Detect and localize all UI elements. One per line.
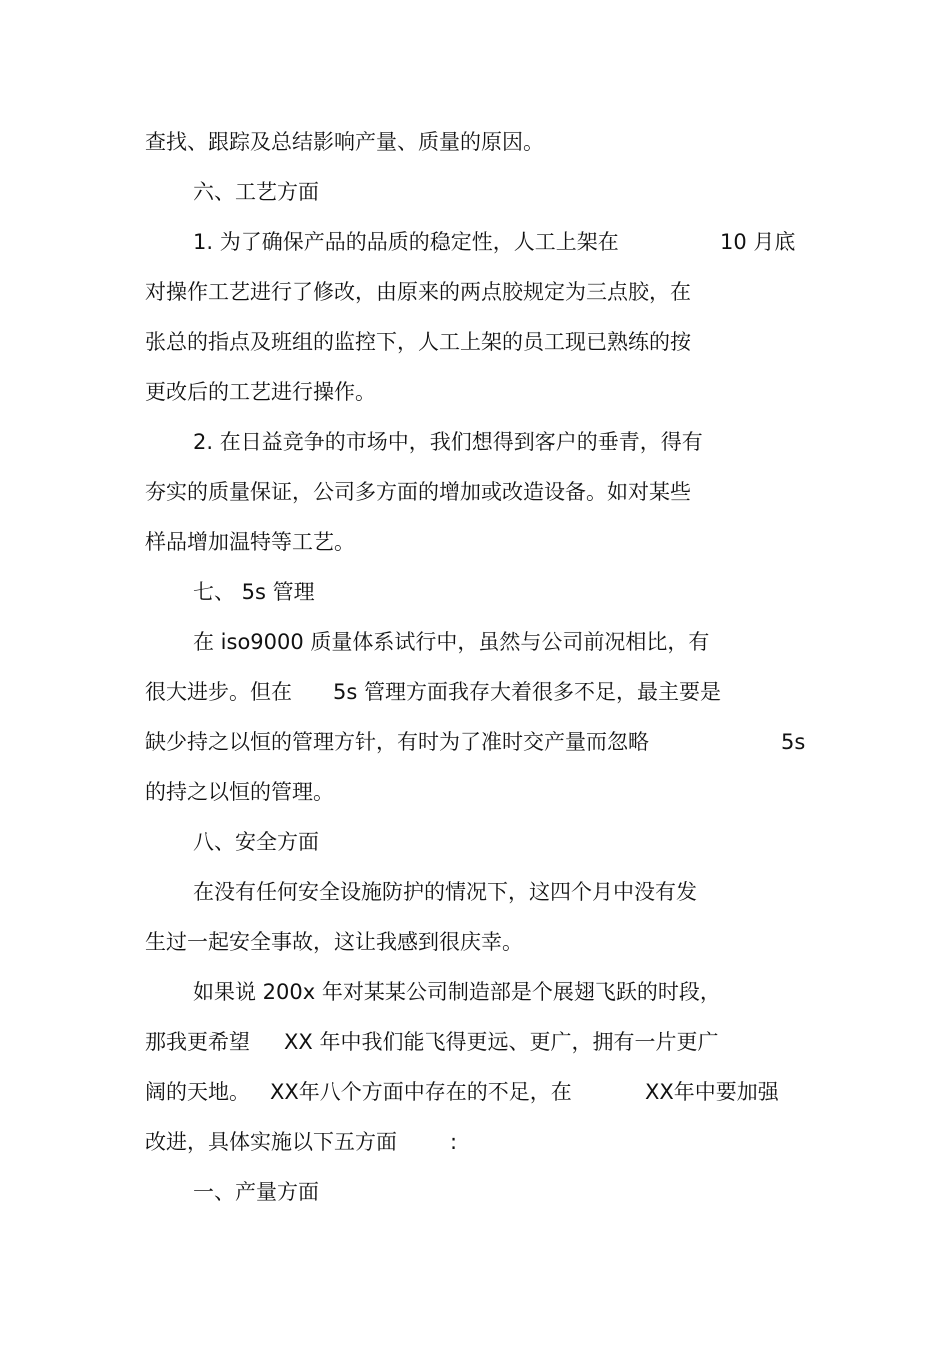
text-segment: 阔的天地。 <box>145 1080 250 1104</box>
text-segment: 10 月底 <box>720 230 796 254</box>
text-line <box>0 726 950 758</box>
text-line <box>0 626 950 658</box>
text-line <box>0 676 950 708</box>
text-line <box>0 326 950 358</box>
text-segment: 在没有任何安全设施防护的情况下，这四个月中没有发 <box>193 880 697 904</box>
text-segment: 夯实的质量保证，公司多方面的增加或改造设备。如对某些 <box>145 480 691 504</box>
text-segment: 的持之以恒的管理。 <box>145 780 334 804</box>
text-segment: 在 iso9000 质量体系试行中，虽然与公司前况相比，有 <box>193 630 710 654</box>
text-line <box>0 376 950 408</box>
text-line <box>0 276 950 308</box>
text-segment: XX 年中我们能飞得更远、更广，拥有一片更广 <box>284 1030 719 1054</box>
text-line <box>0 876 950 908</box>
text-line <box>0 476 950 508</box>
text-line <box>0 1026 950 1058</box>
text-segment: 样品增加温特等工艺。 <box>145 530 355 554</box>
text-segment: XX年八个方面中存在的不足，在 <box>270 1080 572 1104</box>
text-segment: 一、产量方面 <box>193 1180 319 1204</box>
text-segment: 缺少持之以恒的管理方针，有时为了准时交产量而忽略 <box>145 730 649 754</box>
text-segment: 5s <box>781 730 806 754</box>
text-segment: 生过一起安全事故，这让我感到很庆幸。 <box>145 930 523 954</box>
text-line <box>0 426 950 458</box>
section-heading <box>0 1176 950 1208</box>
text-segment: 八、安全方面 <box>193 830 319 854</box>
text-segment: 那我更希望 <box>145 1030 250 1054</box>
text-segment: 六、工艺方面 <box>193 180 319 204</box>
text-segment: 很大进步。但在 <box>145 680 292 704</box>
text-line <box>0 776 950 808</box>
text-line <box>0 1076 950 1108</box>
text-segment: 2. 在日益竞争的市场中，我们想得到客户的垂青，得有 <box>193 430 703 454</box>
text-segment: XX年中要加强 <box>645 1080 779 1104</box>
section-heading <box>0 826 950 858</box>
text-segment: 如果说 200x 年对某某公司制造部是个展翅飞跃的时段， <box>193 980 721 1004</box>
text-line <box>0 976 950 1008</box>
text-line <box>0 526 950 558</box>
text-segment: 更改后的工艺进行操作。 <box>145 380 376 404</box>
text-segment: 查找、跟踪及总结影响产量、质量的原因。 <box>145 130 544 154</box>
text-segment: : <box>450 1130 458 1154</box>
text-segment: 张总的指点及班组的监控下，人工上架的员工现已熟练的按 <box>145 330 691 354</box>
text-segment: 1. 为了确保产品的品质的稳定性，人工上架在 <box>193 230 619 254</box>
text-line <box>0 926 950 958</box>
text-line <box>0 1126 950 1158</box>
text-line <box>0 126 950 158</box>
text-segment: 5s 管理方面我存大着很多不足，最主要是 <box>333 680 721 704</box>
text-segment: 改进，具体实施以下五方面 <box>145 1130 397 1154</box>
section-heading <box>0 576 950 608</box>
text-segment: 七、 5s 管理 <box>193 580 315 604</box>
section-heading <box>0 176 950 208</box>
text-line <box>0 226 950 258</box>
text-segment: 对操作工艺进行了修改，由原来的两点胶规定为三点胶，在 <box>145 280 691 304</box>
